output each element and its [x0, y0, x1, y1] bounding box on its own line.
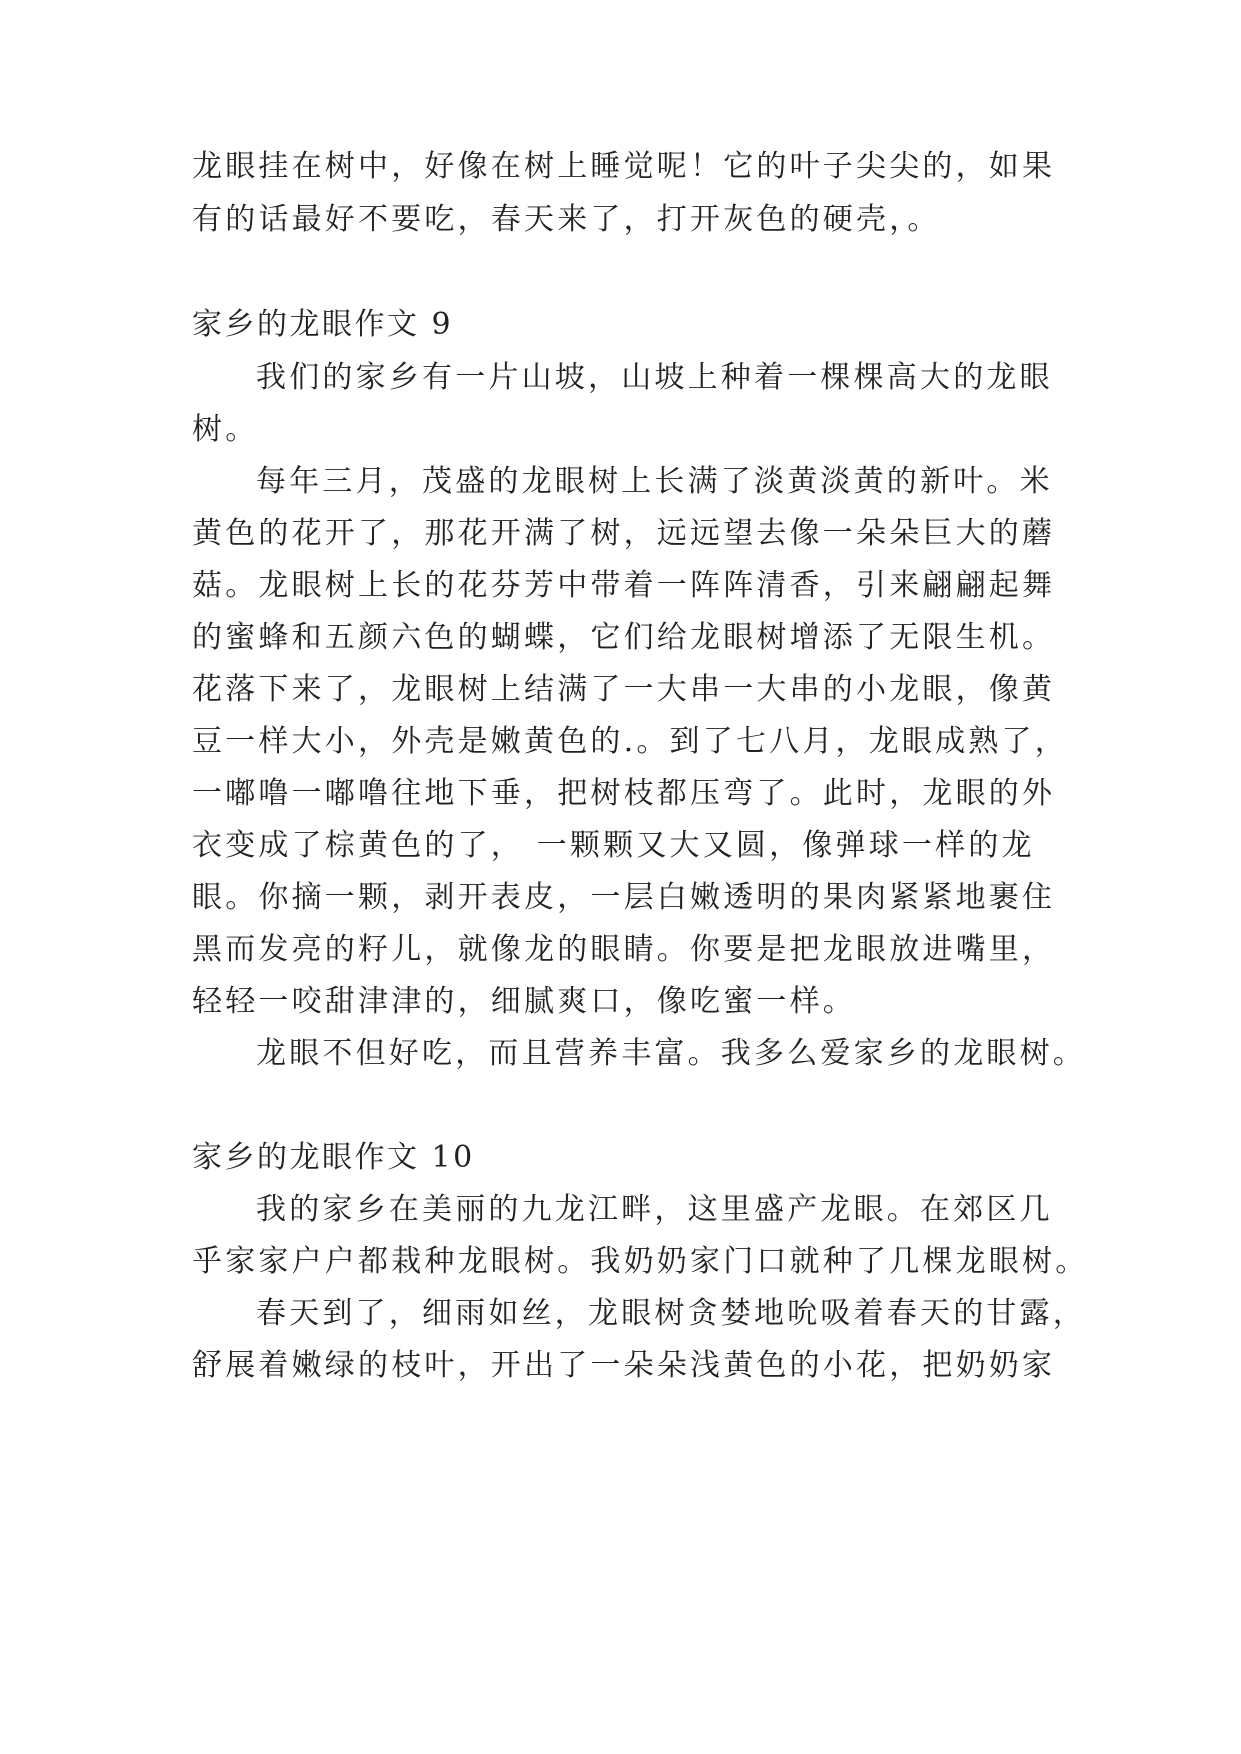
section-title: 家乡的龙眼作文 10	[192, 1140, 475, 1175]
paragraph-line: 花落下来了，龙眼树上结满了一大串一大串的小龙眼，像黄	[192, 672, 1056, 707]
paragraph-line: 眼。你摘一颗，剥开表皮，一层白嫩透明的果肉紧紧地裹住	[192, 880, 1056, 915]
text-line: 有的话最好不要吃，春天来了，打开灰色的硬壳，。	[192, 202, 941, 237]
paragraph-line: 一嘟噜一嘟噜往地下垂，把树枝都压弯了。此时，龙眼的外	[192, 776, 1056, 811]
paragraph-line: 每年三月，茂盛的龙眼树上长满了淡黄淡黄的新叶。米	[256, 464, 1053, 499]
paragraph-line: 我们的家乡有一片山坡，山坡上种着一棵棵高大的龙眼	[256, 360, 1053, 395]
paragraph-line: 春天到了，细雨如丝，龙眼树贪婪地吮吸着春天的甘露，	[256, 1296, 1086, 1331]
paragraph-line: 树。	[192, 412, 259, 447]
paragraph-line: 黄色的花开了，那花开满了树，远远望去像一朵朵巨大的蘑	[192, 516, 1056, 551]
paragraph-line: 轻轻一咬甜津津的，细腻爽口，像吃蜜一样。	[192, 984, 856, 1019]
paragraph-line: 衣变成了棕黄色的了， 一颗颗又大又圆，像弹球一样的龙	[192, 828, 1035, 863]
text-line: 龙眼挂在树中，好像在树上睡觉呢！它的叶子尖尖的，如果	[192, 149, 1056, 184]
paragraph-line: 黑而发亮的籽儿，就像龙的眼睛。你要是把龙眼放进嘴里，	[192, 932, 1056, 967]
paragraph-line: 龙眼不但好吃，而且营养丰富。我多么爱家乡的龙眼树。	[256, 1036, 1086, 1071]
paragraph-line: 舒展着嫩绿的枝叶，开出了一朵朵浅黄色的小花，把奶奶家	[192, 1348, 1056, 1383]
paragraph-line: 乎家家户户都栽种龙眼树。我奶奶家门口就种了几棵龙眼树。	[192, 1244, 1089, 1279]
paragraph-line: 豆一样大小，外壳是嫩黄色的.。到了七八月，龙眼成熟了，	[192, 724, 1068, 759]
paragraph-line: 菇。龙眼树上长的花芬芳中带着一阵阵清香，引来翩翩起舞	[192, 568, 1056, 603]
section-title: 家乡的龙眼作文 9	[192, 307, 454, 342]
paragraph-line: 的蜜蜂和五颜六色的蝴蝶，它们给龙眼树增添了无限生机。	[192, 620, 1056, 655]
paragraph-line: 我的家乡在美丽的九龙江畔，这里盛产龙眼。在郊区几	[256, 1192, 1053, 1227]
